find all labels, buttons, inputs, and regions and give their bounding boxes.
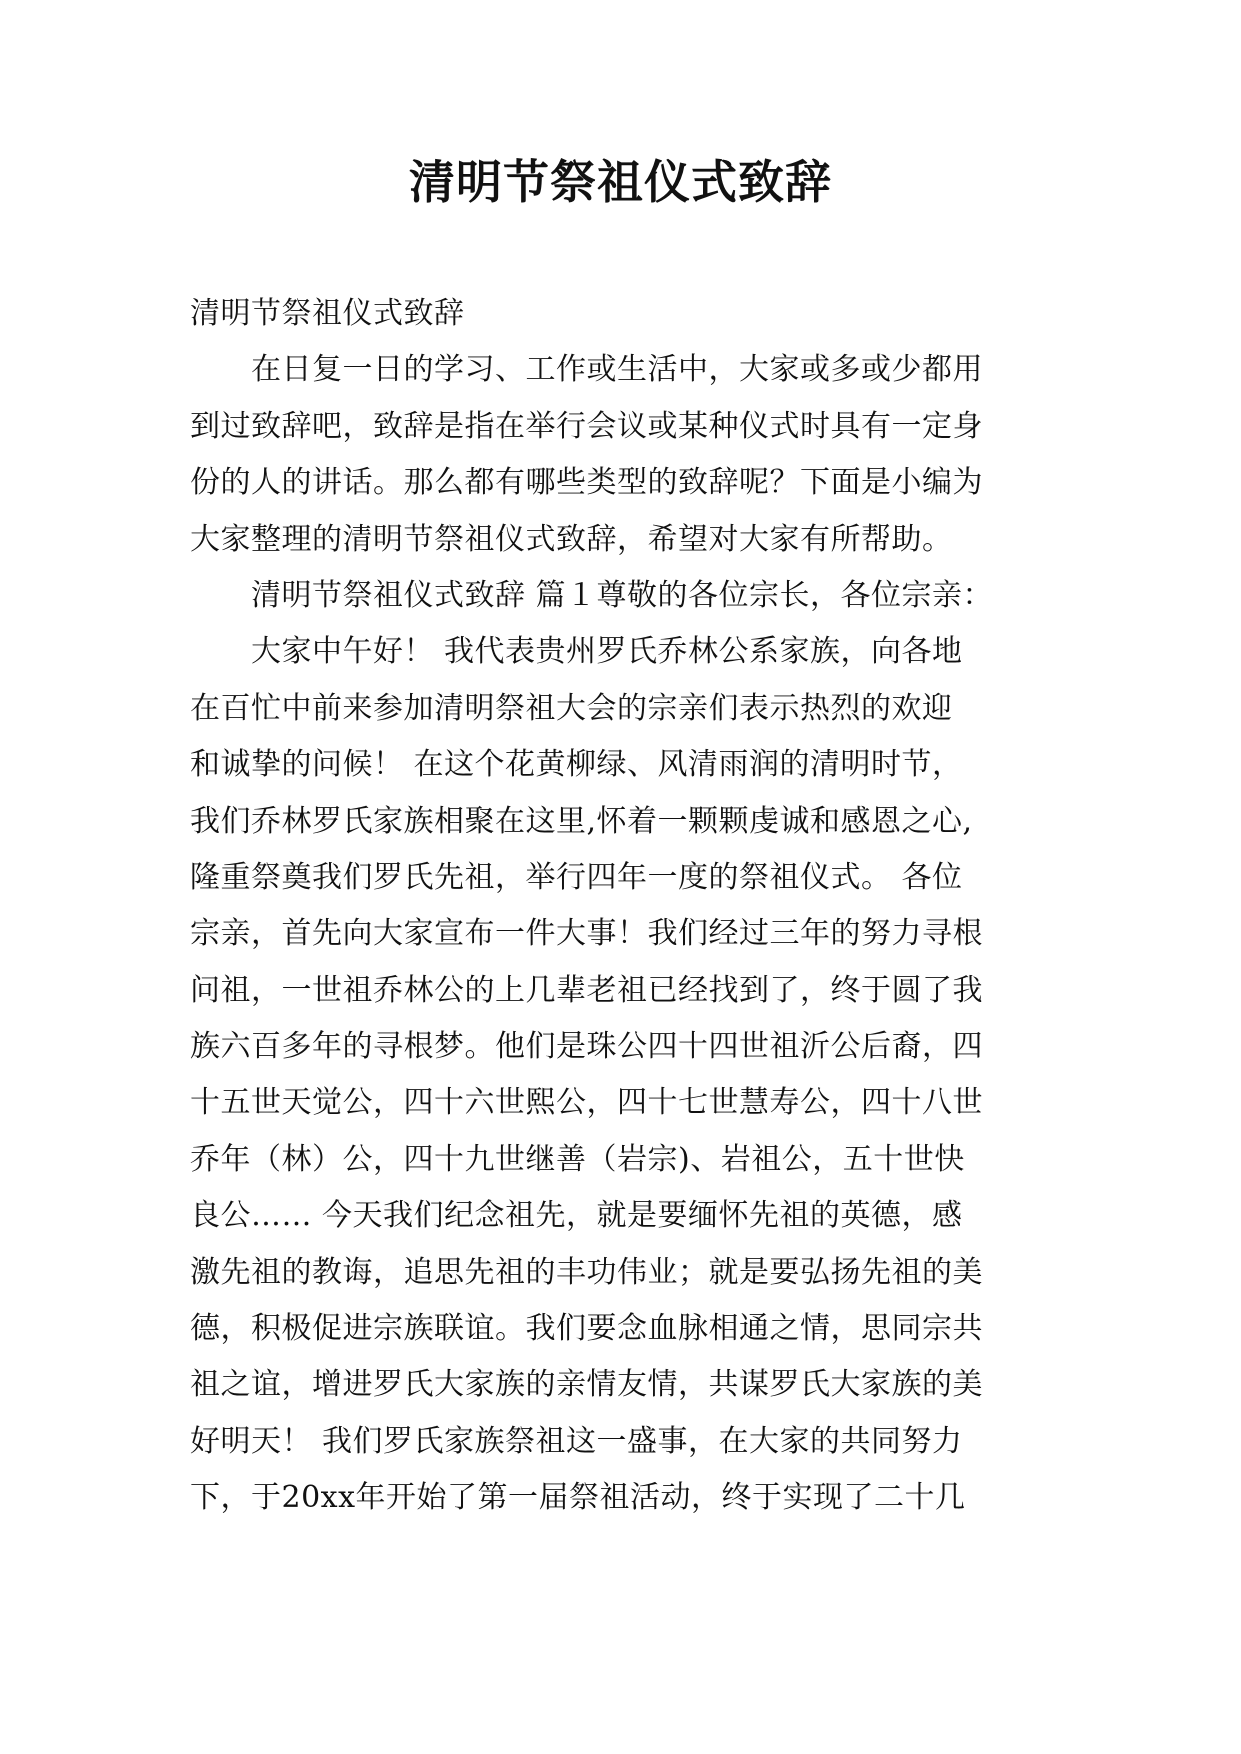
body-line: 祖之谊，增进罗氏大家族的亲情友情，共谋罗氏大家族的美 <box>190 1367 983 1403</box>
body-line: 份的人的讲话。那么都有哪些类型的致辞呢？下面是小编为 <box>190 465 983 501</box>
body-line: 在日复一日的学习、工作或生活中，大家或多或少都用 <box>190 352 983 388</box>
body-line: 宗亲，首先向大家宣布一件大事！我们经过三年的努力寻根 <box>190 916 983 952</box>
document-body <box>190 286 1054 1527</box>
body-line: 乔年（林）公，四十九世继善（岩宗)、岩祖公，五十世快 <box>190 1141 965 1177</box>
body-line: 隆重祭奠我们罗氏先祖，举行四年一度的祭祖仪式。 各位 <box>190 859 963 895</box>
body-line: 到过致辞吧，致辞是指在举行会议或某种仪式时具有一定身 <box>190 408 983 444</box>
document-title: 清明节祭祖仪式致辞 <box>409 155 832 209</box>
body-line: 良公…… 今天我们纪念祖先，就是要缅怀先祖的英德，感 <box>190 1198 963 1234</box>
body-line: 好明天！ 我们罗氏家族祭祖这一盛事，在大家的共同努力 <box>190 1423 963 1459</box>
body-line: 大家整理的清明节祭祖仪式致辞，希望对大家有所帮助。 <box>190 521 953 557</box>
body-line: 清明节祭祖仪式致辞 <box>190 296 465 331</box>
body-line: 在百忙中前来参加清明祭祖大会的宗亲们表示热烈的欢迎 <box>190 690 953 726</box>
body-line: 大家中午好！ 我代表贵州罗氏乔林公系家族，向各地 <box>190 634 963 670</box>
body-line: 我们乔林罗氏家族相聚在这里,怀着一颗颗虔诚和感恩之心, <box>190 803 973 839</box>
body-line: 下，于20xx年开始了第一届祭祖活动，终于实现了二十几 <box>190 1480 966 1516</box>
body-line: 清明节祭祖仪式致辞 篇１尊敬的各位宗长，各位宗亲： <box>190 577 994 613</box>
body-line: 和诚挚的问候！ 在这个花黄柳绿、风清雨润的清明时节， <box>190 747 963 783</box>
body-line: 族六百多年的寻根梦。他们是珠公四十四世祖沂公后裔，四 <box>190 1029 983 1065</box>
body-line: 德，积极促进宗族联谊。我们要念血脉相通之情，思同宗共 <box>190 1311 983 1347</box>
body-line: 激先祖的教诲，追思先祖的丰功伟业；就是要弘扬先祖的美 <box>190 1254 983 1290</box>
body-line: 十五世天觉公，四十六世熙公，四十七世慧寿公，四十八世 <box>190 1085 983 1121</box>
body-line: 问祖，一世祖乔林公的上几辈老祖已经找到了，终于圆了我 <box>190 972 983 1008</box>
